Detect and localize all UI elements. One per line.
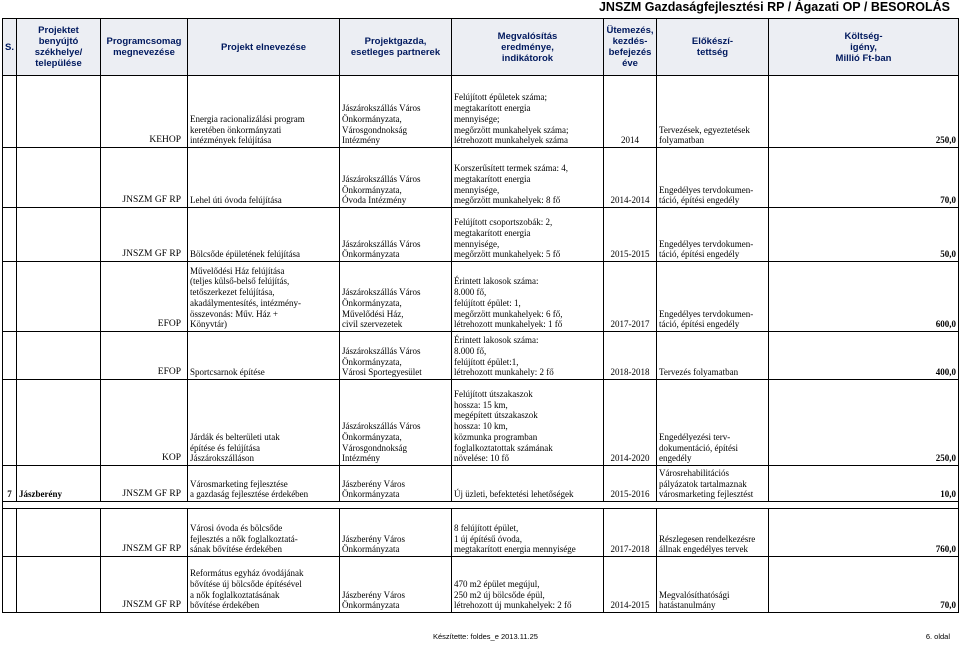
cell-owner: Jászberény Város Önkormányzata bbox=[340, 557, 452, 613]
column-header: S. bbox=[3, 19, 17, 76]
cell-sched: 2018-2018 bbox=[604, 332, 657, 380]
cell-s bbox=[3, 262, 17, 332]
cell-s bbox=[3, 76, 17, 148]
cell-town bbox=[17, 208, 101, 262]
cell-owner: Jászárokszállás Város Önkormányzata bbox=[340, 208, 452, 262]
cell-program: JNSZM GF RP bbox=[101, 509, 188, 557]
table-row bbox=[3, 332, 959, 380]
cell-sched: 2014-2014 bbox=[604, 148, 657, 208]
cell-prep: Engedélyes tervdokumen- táció, építési engedély bbox=[657, 262, 769, 332]
cell-name: Művelődési Ház felújítása (teljes külső-belső felújítás, tetőszerkezet felújítása, akadálymentesítés, intézmény- összevonás: Műv. Ház + Könyvtár) bbox=[188, 262, 340, 332]
cell-cost: 10,0 bbox=[769, 466, 959, 502]
cell-result: Felújított épületek száma; megtakarított energia mennyisége; megőrzött munkahelyek száma; létrehozott munkahelyek száma bbox=[452, 76, 604, 148]
cell-prep: Tervezések, egyeztetések folyamatban bbox=[657, 76, 769, 148]
cell-sched: 2017-2017 bbox=[604, 262, 657, 332]
cell-cost: 250,0 bbox=[769, 380, 959, 466]
cell-result: Új üzleti, befektetési lehetőségek bbox=[452, 466, 604, 502]
cell-owner: Jászberény Város Önkormányzata bbox=[340, 466, 452, 502]
table-row bbox=[3, 262, 959, 332]
cell-name: Sportcsarnok építése bbox=[188, 332, 340, 380]
cell-town bbox=[17, 148, 101, 208]
cell-s bbox=[3, 509, 17, 557]
column-header: Költség- igény, Millió Ft-ban bbox=[769, 19, 959, 76]
column-header: Előkészí- tettség bbox=[657, 19, 769, 76]
column-header: Projektgazda, esetleges partnerek bbox=[340, 19, 452, 76]
cell-prep: Városrehabilitációs pályázatok tartalmaznak városmarketing fejlesztést bbox=[657, 466, 769, 502]
cell-program: JNSZM GF RP bbox=[101, 148, 188, 208]
cell-prep: Engedélyes tervdokumen- táció, építési engedély bbox=[657, 148, 769, 208]
project-table bbox=[2, 18, 959, 613]
cell-town: Jászberény bbox=[17, 466, 101, 502]
footer-author: Készítette: foldes_e 2013.11.25 bbox=[433, 632, 538, 641]
cell-program: JNSZM GF RP bbox=[101, 466, 188, 502]
cell-name: Városmarketing fejlesztése a gazdaság fejlesztése érdekében bbox=[188, 466, 340, 502]
cell-result: Érintett lakosok száma: 8.000 fő, felújított épület: 1, megőrzött munkahelyek: 6 fő, létrehozott munkahelyek: 1 fő bbox=[452, 262, 604, 332]
cell-program: EFOP bbox=[101, 262, 188, 332]
column-header: Ütemezés, kezdés- befejezés éve bbox=[604, 19, 657, 76]
cell-program: JNSZM GF RP bbox=[101, 557, 188, 613]
table-row bbox=[3, 208, 959, 262]
cell-owner: Jászárokszállás Város Önkormányzata, Művelődési Ház, civil szervezetek bbox=[340, 262, 452, 332]
cell-s bbox=[3, 148, 17, 208]
cell-s bbox=[3, 208, 17, 262]
cell-name: Városi óvoda és bölcsőde fejlesztés a nők foglalkoztatá- sának bővítése érdekében bbox=[188, 509, 340, 557]
cell-prep: Tervezés folyamatban bbox=[657, 332, 769, 380]
cell-cost: 250,0 bbox=[769, 76, 959, 148]
cell-cost: 600,0 bbox=[769, 262, 959, 332]
cell-name: Energia racionalizálási program keretében önkormányzati intézmények felújítása bbox=[188, 76, 340, 148]
row-separator bbox=[3, 502, 959, 509]
cell-town bbox=[17, 262, 101, 332]
cell-owner: Jászberény Város Önkormányzata bbox=[340, 509, 452, 557]
cell-town bbox=[17, 380, 101, 466]
table-row bbox=[3, 557, 959, 613]
cell-name: Református egyház óvodájának bővítése új bölcsőde építésével a nők foglalkoztatásának bővítése érdekében bbox=[188, 557, 340, 613]
cell-program: JNSZM GF RP bbox=[101, 208, 188, 262]
column-header: Projektet benyújtó székhelye/ települése bbox=[17, 19, 101, 76]
cell-name: Járdák és belterületi utak építése és felújítása Jászárokszálláson bbox=[188, 380, 340, 466]
header-row bbox=[3, 19, 959, 76]
cell-name: Bölcsőde épületének felújítása bbox=[188, 208, 340, 262]
cell-sched: 2017-2018 bbox=[604, 509, 657, 557]
cell-s bbox=[3, 332, 17, 380]
cell-program: KOP bbox=[101, 380, 188, 466]
cell-cost: 70,0 bbox=[769, 148, 959, 208]
cell-s bbox=[3, 380, 17, 466]
cell-prep: Részlegesen rendelkezésre állnak engedélyes tervek bbox=[657, 509, 769, 557]
cell-owner: Jászárokszállás Város Önkormányzata, Óvoda Intézmény bbox=[340, 148, 452, 208]
cell-s bbox=[3, 557, 17, 613]
cell-owner: Jászárokszállás Város Önkormányzata, Városgondnokság Intézmény bbox=[340, 76, 452, 148]
cell-sched: 2015-2016 bbox=[604, 466, 657, 502]
cell-prep: Megvalósíthatósági hatástanulmány bbox=[657, 557, 769, 613]
column-header: Programcsomag megnevezése bbox=[101, 19, 188, 76]
cell-result: Felújított csoportszobák: 2, megtakarított energia mennyisége, megőrzött munkahelyek: 5 fő bbox=[452, 208, 604, 262]
cell-sched: 2014 bbox=[604, 76, 657, 148]
cell-sched: 2014-2015 bbox=[604, 557, 657, 613]
cell-owner: Jászárokszállás Város Önkormányzata, Városi Sportegyesület bbox=[340, 332, 452, 380]
cell-s: 7 bbox=[3, 466, 17, 502]
cell-program: EFOP bbox=[101, 332, 188, 380]
cell-result: 8 felújított épület, 1 új építésű óvoda, megtakarított energia mennyisége bbox=[452, 509, 604, 557]
table-row bbox=[3, 466, 959, 502]
cell-result: Korszerűsített termek száma: 4, megtakarított energia mennyisége, megőrzött munkahelyek: 8 fő bbox=[452, 148, 604, 208]
table-row bbox=[3, 380, 959, 466]
cell-cost: 400,0 bbox=[769, 332, 959, 380]
cell-result: Felújított útszakaszok hossza: 15 km, megépített útszakaszok hossza: 10 km, közmunka programban foglalkoztatottak számának növelése: 10 fő bbox=[452, 380, 604, 466]
table-row bbox=[3, 76, 959, 148]
cell-town bbox=[17, 509, 101, 557]
separator-cell bbox=[3, 502, 959, 509]
table-body bbox=[3, 76, 959, 613]
table-row bbox=[3, 509, 959, 557]
table-row bbox=[3, 148, 959, 208]
document-title: JNSZM Gazdaságfejlesztési RP / Ágazati OP / BESOROLÁS bbox=[598, 0, 950, 14]
cell-town bbox=[17, 557, 101, 613]
cell-prep: Engedélyezési terv- dokumentáció, építési engedély bbox=[657, 380, 769, 466]
cell-result: 470 m2 épület megújul, 250 m2 új bölcsőde épül, létrehozott új munkahelyek: 2 fő bbox=[452, 557, 604, 613]
cell-sched: 2014-2020 bbox=[604, 380, 657, 466]
footer-page-number: 6. oldal bbox=[925, 632, 950, 641]
cell-name: Lehel úti óvoda felújítása bbox=[188, 148, 340, 208]
cell-town bbox=[17, 332, 101, 380]
cell-program: KEHOP bbox=[101, 76, 188, 148]
cell-town bbox=[17, 76, 101, 148]
cell-prep: Engedélyes tervdokumen- táció, építési engedély bbox=[657, 208, 769, 262]
cell-cost: 760,0 bbox=[769, 509, 959, 557]
cell-result: Érintett lakosok száma: 8.000 fő, felújított épület:1, létrehozott munkahely: 2 fő bbox=[452, 332, 604, 380]
cell-cost: 70,0 bbox=[769, 557, 959, 613]
cell-owner: Jászárokszállás Város Önkormányzata, Városgondnokság Intézmény bbox=[340, 380, 452, 466]
column-header: Megvalósítás eredménye, indikátorok bbox=[452, 19, 604, 76]
cell-cost: 50,0 bbox=[769, 208, 959, 262]
cell-sched: 2015-2015 bbox=[604, 208, 657, 262]
column-header: Projekt elnevezése bbox=[188, 19, 340, 76]
